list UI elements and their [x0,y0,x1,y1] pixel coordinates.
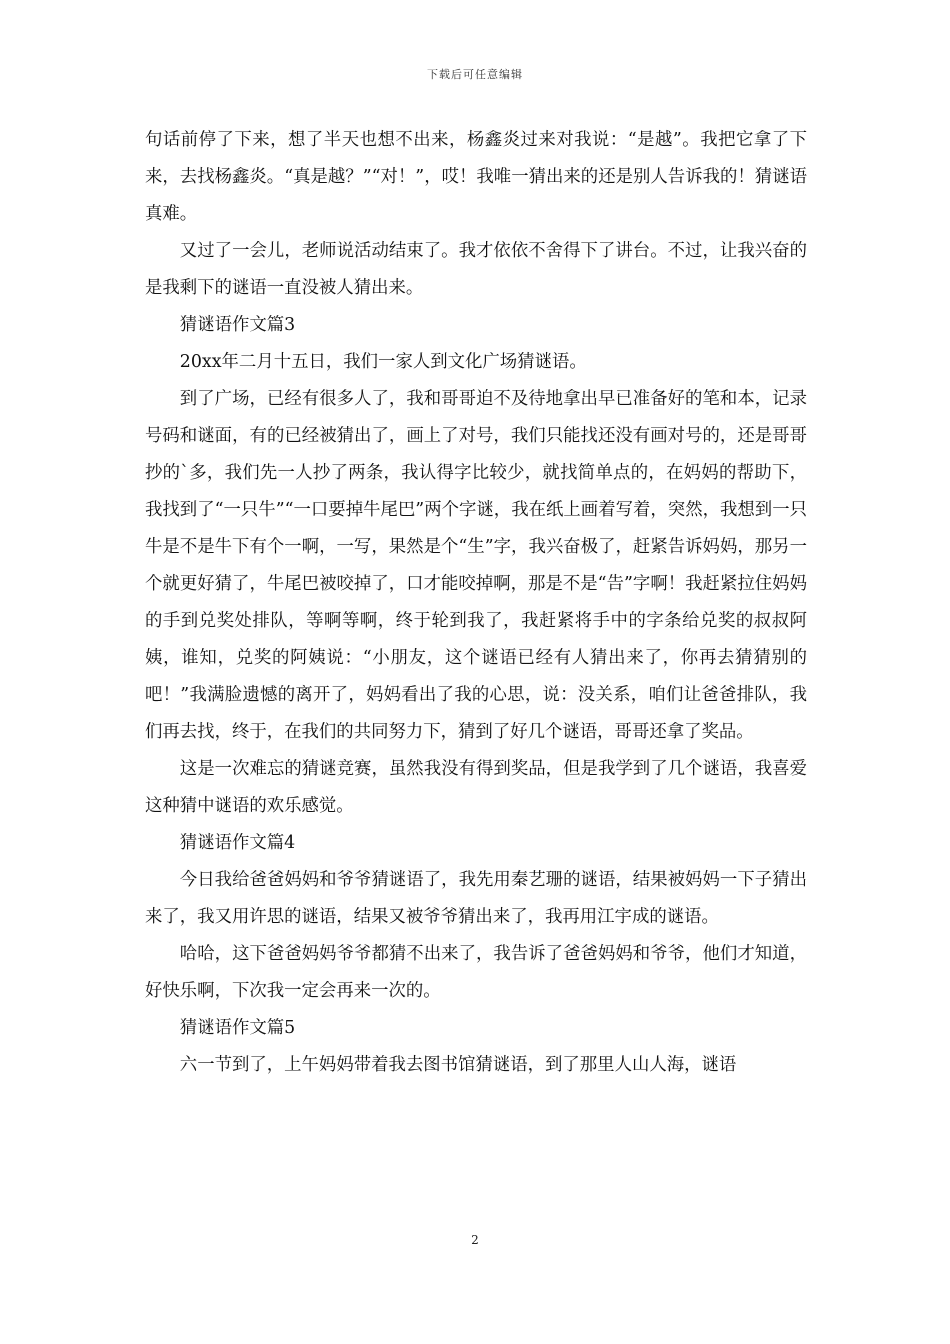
paragraph: 20xx年二月十五日，我们一家人到文化广场猜谜语。 [179,352,587,372]
section-heading: 猜谜语作文篇5 [179,1018,296,1038]
paragraph: 今日我给爸爸妈妈和爷爷猜谜语了，我先用秦艺珊的谜语，结果被妈妈一下子猜出来了，我又用许思的谜语，结果又被爷爷猜出来了，我再用江宇成的谜语。 [145,870,807,927]
page-header: 下载后可任意编辑 [427,68,523,81]
document-body [145,122,807,1084]
section-heading: 猜谜语作文篇4 [179,833,296,853]
paragraph: 六一节到了，上午妈妈带着我去图书馆猜谜语，到了那里人山人海，谜语 [179,1055,737,1075]
page-number: 2 [471,1233,479,1247]
paragraph: 句话前停了下来，想了半天也想不出来，杨鑫炎过来对我说：“是越”。我把它拿了下来，去找杨鑫炎。“真是越？”“对！”，哎！我唯一猜出来的还是别人告诉我的！猜谜语真难。 [145,130,807,224]
paragraph: 这是一次难忘的猜谜竞赛，虽然我没有得到奖品，但是我学到了几个谜语，我喜爱这种猜中谜语的欢乐感觉。 [145,759,807,816]
section-heading: 猜谜语作文篇3 [179,315,296,335]
paragraph: 到了广场，已经有很多人了，我和哥哥迫不及待地拿出早已准备好的笔和本，记录号码和谜面，有的已经被猜出了，画上了对号，我们只能找还没有画对号的，还是哥哥抄的`多，我们先一人抄了两条，我认得字比较少，就找简单点的，在妈妈的帮助下，我找到了“一只牛”“一口要掉牛尾巴”两个字谜，我在纸上画着写着，突然，我想到一只牛是不是牛下有个一啊，一写，果然是个“生”字，我兴奋极了，赶紧告诉妈妈，那另一个就更好猜了，牛尾巴被咬掉了，口才能咬掉啊，那是不是“告”字啊！我赶紧拉住妈妈的手到兑奖处排队，等啊等啊，终于轮到我了，我赶紧将手中的字条给兑奖的叔叔阿姨，谁知，兑奖的阿姨说：“小朋友，这个谜语已经有人猜出来了，你再去猜猜别的吧！”我满脸遗憾的离开了，妈妈看出了我的心思，说：没关系，咱们让爸爸排队，我们再去找，终于，在我们的共同努力下，猜到了好几个谜语，哥哥还拿了奖品。 [145,389,807,742]
paragraph: 又过了一会儿，老师说活动结束了。我才依依不舍得下了讲台。不过，让我兴奋的是我剩下的谜语一直没被人猜出来。 [145,241,807,298]
paragraph: 哈哈，这下爸爸妈妈爷爷都猜不出来了，我告诉了爸爸妈妈和爷爷，他们才知道，好快乐啊，下次我一定会再来一次的。 [145,944,807,1001]
